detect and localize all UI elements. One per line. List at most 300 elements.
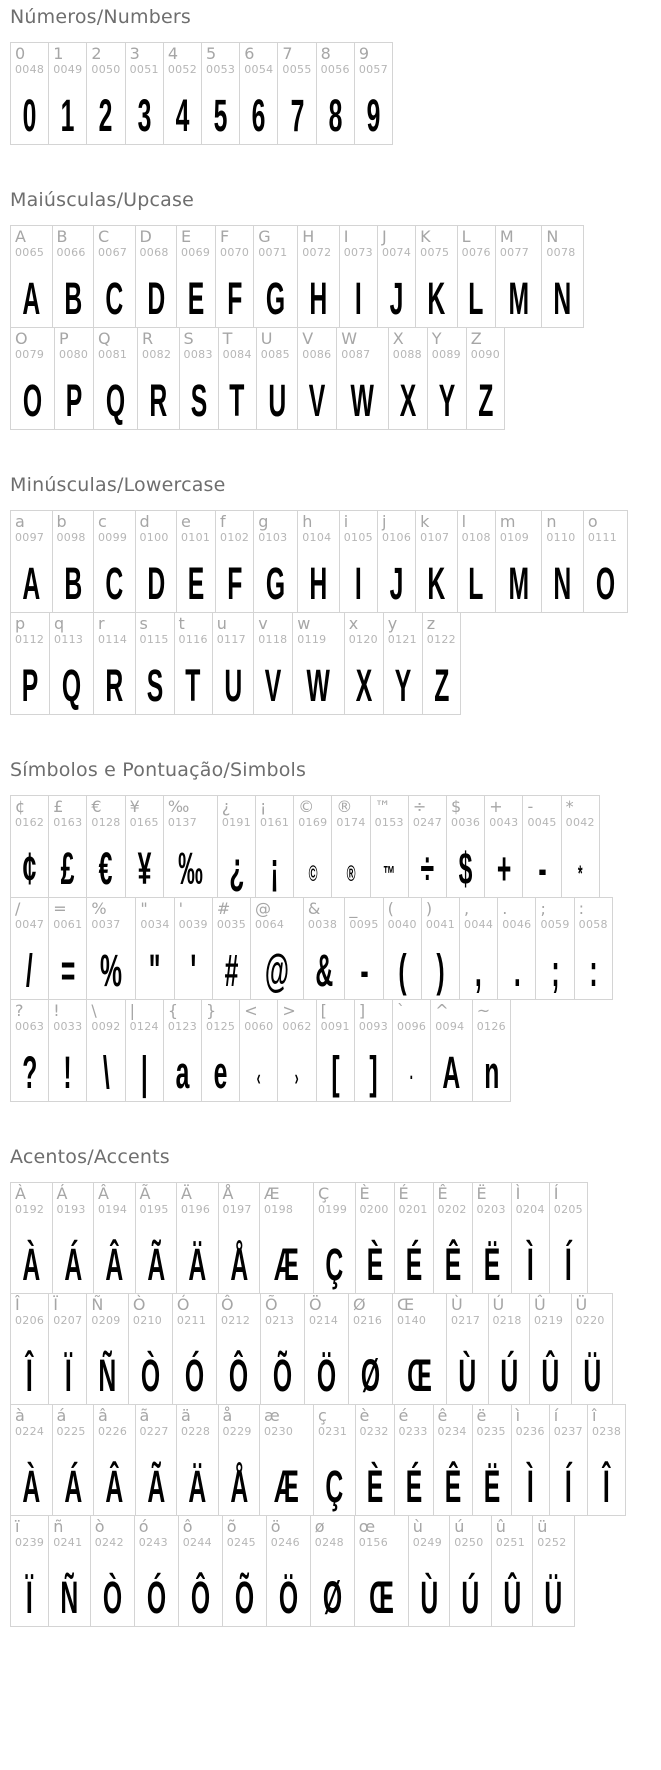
font-glyph: 8 xyxy=(328,90,343,142)
glyph-preview-box xyxy=(271,1550,306,1624)
glyph-preview-box xyxy=(438,1217,468,1291)
cell-label-char: ; xyxy=(540,899,546,918)
cell-unicode-value: 0225 xyxy=(56,1425,86,1439)
cell-label-char: P xyxy=(59,329,69,348)
glyph-cell-0119 xyxy=(292,612,344,715)
glyph-cell-0103 xyxy=(253,510,298,613)
glyph-preview-box xyxy=(588,545,623,610)
cell-unicode-value: 0061 xyxy=(53,918,83,932)
cell-label-char: å xyxy=(222,1406,233,1425)
glyph-preview-box xyxy=(15,1034,44,1099)
cell-unicode-value: 0101 xyxy=(181,531,211,545)
glyph-preview-box xyxy=(427,647,456,712)
section-title-accents: Acentos/Accents xyxy=(10,1146,170,1168)
font-glyph: Ó xyxy=(146,1572,166,1624)
font-glyph: 4 xyxy=(175,90,190,142)
font-glyph: 6 xyxy=(251,90,266,142)
cell-label-char: ® xyxy=(336,797,353,816)
cell-label-char: ` xyxy=(397,1001,406,1020)
font-glyph: F xyxy=(227,273,243,325)
glyph-cell-0047 xyxy=(10,897,49,1000)
font-glyph: D xyxy=(146,273,165,325)
cell-label-char: Z xyxy=(470,329,482,348)
cell-unicode-value: 0059 xyxy=(540,918,570,932)
font-glyph: 9 xyxy=(366,90,381,142)
glyph-cell-0070 xyxy=(215,225,254,328)
glyph-preview-box xyxy=(59,362,89,427)
glyph-preview-box xyxy=(98,647,131,712)
font-glyph: Ú xyxy=(461,1572,480,1624)
cell-unicode-value: 0065 xyxy=(15,246,45,260)
glyph-cell-0214 xyxy=(304,1293,349,1405)
cell-label-char: Ò xyxy=(132,1295,146,1314)
cell-label-char: é xyxy=(398,1406,409,1425)
cell-label-char: y xyxy=(387,614,398,633)
glyph-cell-0116 xyxy=(174,612,213,715)
glyph-preview-box xyxy=(57,1217,90,1291)
glyph-cell-0052 xyxy=(163,42,202,145)
cell-unicode-value: 0114 xyxy=(98,633,128,647)
cell-unicode-value: 0075 xyxy=(420,246,450,260)
cell-unicode-value: 0113 xyxy=(54,633,84,647)
cell-unicode-value: 0085 xyxy=(260,348,290,362)
glyph-cell-0194 xyxy=(93,1182,136,1294)
cell-label-char: K xyxy=(420,227,431,246)
cell-label-char: ¥ xyxy=(129,797,140,816)
glyph-preview-box xyxy=(349,932,378,997)
glyph-cell-0249 xyxy=(408,1515,451,1627)
cell-label-char: £ xyxy=(53,797,64,816)
font-glyph: = xyxy=(60,945,76,997)
font-glyph: - xyxy=(537,843,547,895)
font-glyph: R xyxy=(149,375,168,427)
font-glyph: e xyxy=(213,1047,228,1099)
section-upcase xyxy=(10,189,653,430)
font-glyph: Á xyxy=(63,1239,82,1291)
cell-label-char: t xyxy=(178,614,185,633)
font-glyph: Ù xyxy=(458,1350,477,1402)
font-glyph: ; xyxy=(550,945,560,997)
cell-unicode-value: 0207 xyxy=(53,1314,83,1328)
glyph-preview-box xyxy=(477,1217,507,1291)
glyph-preview-box xyxy=(140,1439,173,1513)
glyph-preview-box xyxy=(420,545,453,610)
glyph-cell-0124 xyxy=(125,999,164,1102)
glyph-preview-box xyxy=(179,932,208,997)
glyph-preview-box xyxy=(222,830,251,895)
glyph-preview-box xyxy=(554,1439,583,1513)
glyph-cell-0101 xyxy=(176,510,216,613)
font-glyph: F xyxy=(227,558,243,610)
cell-label-char: œ xyxy=(358,1517,376,1536)
glyph-cell-0092 xyxy=(86,999,125,1102)
cell-label-char: ä xyxy=(181,1406,191,1425)
cell-unicode-value: 0092 xyxy=(91,1020,121,1034)
glyph-cell-0048 xyxy=(10,42,49,145)
font-glyph: a xyxy=(175,1047,190,1099)
font-glyph: & xyxy=(315,945,334,997)
glyph-cell-0252 xyxy=(532,1515,575,1627)
cell-unicode-value: 0112 xyxy=(15,633,45,647)
font-glyph: Â xyxy=(105,1239,124,1291)
glyph-preview-box xyxy=(546,545,579,610)
glyph-preview-box xyxy=(432,362,462,427)
glyph-preview-box xyxy=(181,545,211,610)
font-glyph: £ xyxy=(60,843,75,895)
glyph-cell-0105 xyxy=(339,510,378,613)
glyph-cell-0216 xyxy=(348,1293,393,1405)
cell-unicode-value: 0251 xyxy=(495,1536,525,1550)
cell-label-char: â xyxy=(98,1406,108,1425)
cell-unicode-value: 0090 xyxy=(470,348,500,362)
cell-label-char: # xyxy=(216,899,231,918)
cell-label-char: h xyxy=(302,512,313,531)
cell-label-char: d xyxy=(139,512,150,531)
cell-unicode-value: 0100 xyxy=(139,531,169,545)
glyph-preview-box xyxy=(477,1034,506,1099)
cell-label-char: W xyxy=(341,329,358,348)
glyph-cell-0035 xyxy=(212,897,251,1000)
glyph-cell-0191 xyxy=(217,795,256,898)
font-glyph: D xyxy=(146,558,165,610)
glyph-cell-0245 xyxy=(222,1515,267,1627)
font-glyph: Ö xyxy=(316,1350,337,1402)
glyph-cell-0097 xyxy=(10,510,53,613)
font-glyph: Ò xyxy=(140,1350,161,1402)
glyph-cell-0099 xyxy=(93,510,136,613)
font-glyph: · xyxy=(409,1064,414,1090)
cell-label-char: { xyxy=(167,1001,178,1020)
cell-unicode-value: 0210 xyxy=(132,1314,163,1328)
section-title-lowercase: Minúsculas/Lowercase xyxy=(10,474,226,496)
cell-unicode-value: 0162 xyxy=(15,816,45,830)
cell-label-char: ã xyxy=(139,1406,150,1425)
cell-label-char: , xyxy=(464,899,470,918)
font-glyph: [ xyxy=(331,1047,340,1099)
glyph-cell-0237 xyxy=(549,1404,588,1516)
cell-label-char: C xyxy=(98,227,110,246)
glyph-preview-box xyxy=(244,77,273,142)
font-glyph: @ xyxy=(264,945,290,997)
cell-label-char: ñ xyxy=(53,1517,64,1536)
cell-unicode-value: 0231 xyxy=(318,1425,348,1439)
glyph-preview-box xyxy=(493,1328,526,1402)
glyph-cell-0076 xyxy=(457,225,496,328)
glyph-preview-box xyxy=(181,260,211,325)
glyph-cell-0098 xyxy=(52,510,95,613)
font-glyph: È xyxy=(366,1239,383,1291)
cell-unicode-value: 0196 xyxy=(181,1203,211,1217)
glyph-preview-box xyxy=(579,932,608,997)
font-glyph: Ô xyxy=(190,1572,210,1624)
cell-label-char: $ xyxy=(451,797,462,816)
cell-unicode-value: 0245 xyxy=(226,1536,256,1550)
glyph-row xyxy=(10,1404,653,1516)
cell-unicode-value: 0074 xyxy=(381,246,412,260)
glyph-cell-0114 xyxy=(93,612,136,715)
glyph-cell-0156 xyxy=(354,1515,409,1627)
font-glyph: Ã xyxy=(146,1239,165,1291)
cell-unicode-value: 0093 xyxy=(358,1020,389,1034)
cell-unicode-value: 0104 xyxy=(302,531,332,545)
font-glyph: X xyxy=(399,375,417,427)
glyph-preview-box xyxy=(258,647,288,712)
glyph-cell-0118 xyxy=(253,612,293,715)
cell-unicode-value: 0119 xyxy=(297,633,327,647)
glyph-cell-0137 xyxy=(163,795,218,898)
glyph-row xyxy=(10,795,653,898)
cell-unicode-value: 0213 xyxy=(264,1314,295,1328)
glyph-preview-box xyxy=(139,1550,174,1624)
cell-label-char: N xyxy=(546,227,559,246)
cell-unicode-value: 0165 xyxy=(129,816,159,830)
font-glyph: Û xyxy=(503,1572,521,1624)
cell-unicode-value: 0084 xyxy=(222,348,252,362)
font-glyph: È xyxy=(366,1461,383,1513)
glyph-preview-box xyxy=(321,1034,350,1099)
glyph-cell-0072 xyxy=(297,225,340,328)
cell-label-char: 8 xyxy=(320,44,331,63)
font-glyph: . xyxy=(513,945,521,997)
glyph-preview-box xyxy=(91,932,131,997)
glyph-cell-0080 xyxy=(54,327,94,430)
font-glyph: $ xyxy=(458,843,473,895)
font-glyph: C xyxy=(105,558,124,610)
glyph-cell-0115 xyxy=(135,612,175,715)
cell-label-char: í xyxy=(553,1406,559,1425)
cell-unicode-value: 0105 xyxy=(343,531,373,545)
font-glyph: Ü xyxy=(544,1572,563,1624)
glyph-cell-0078 xyxy=(541,225,584,328)
glyph-preview-box xyxy=(353,1328,388,1402)
font-glyph: Ä xyxy=(188,1461,207,1513)
font-glyph: S xyxy=(146,660,163,712)
font-glyph: V xyxy=(309,375,326,427)
font-glyph: I xyxy=(354,273,362,325)
glyph-cell-0197 xyxy=(218,1182,261,1294)
cell-label-char: ì xyxy=(515,1406,521,1425)
glyph-preview-box xyxy=(451,830,480,895)
glyph-preview-box xyxy=(454,1550,487,1624)
cell-unicode-value: 0120 xyxy=(348,633,378,647)
glyph-cell-0068 xyxy=(135,225,178,328)
cell-label-char: x xyxy=(348,614,359,633)
cell-label-char: | xyxy=(129,1001,135,1020)
glyph-preview-box xyxy=(181,1217,214,1291)
cell-label-char: e xyxy=(181,512,191,531)
font-glyph: N xyxy=(553,273,572,325)
cell-label-char: B xyxy=(56,227,68,246)
glyph-preview-box xyxy=(258,260,293,325)
glyph-cell-0039 xyxy=(174,897,213,1000)
glyph-preview-box xyxy=(168,1034,197,1099)
cell-label-char: n xyxy=(546,512,557,531)
cell-label-char: \ xyxy=(91,1001,97,1020)
cell-unicode-value: 0191 xyxy=(221,816,252,830)
glyph-cell-0238 xyxy=(587,1404,626,1516)
cell-unicode-value: 0049 xyxy=(53,63,83,77)
glyph-cell-0074 xyxy=(377,225,416,328)
glyph-cell-0204 xyxy=(511,1182,550,1294)
font-glyph: ¢ xyxy=(22,843,37,895)
glyph-cell-0086 xyxy=(297,327,337,430)
font-glyph: ! xyxy=(63,1047,72,1099)
cell-label-char: u xyxy=(216,614,227,633)
glyph-cell-0088 xyxy=(388,327,428,430)
glyph-cell-0122 xyxy=(422,612,461,715)
cell-label-char: ç xyxy=(318,1406,327,1425)
cell-label-char: J xyxy=(381,227,387,246)
font-glyph: Í xyxy=(564,1461,572,1513)
font-glyph: I xyxy=(354,558,362,610)
glyph-preview-box xyxy=(360,1217,390,1291)
cell-label-char: Ç xyxy=(318,1184,330,1203)
cell-label-char: } xyxy=(206,1001,217,1020)
glyph-cell-0111 xyxy=(583,510,628,613)
cell-unicode-value: 0062 xyxy=(282,1020,312,1034)
cell-unicode-value: 0069 xyxy=(181,246,211,260)
cell-label-char: ï xyxy=(15,1517,20,1536)
cell-label-char: Ê xyxy=(437,1184,448,1203)
font-glyph: U xyxy=(224,660,242,712)
glyph-preview-box xyxy=(255,932,299,997)
font-glyph: Ä xyxy=(188,1239,207,1291)
cell-label-char: õ xyxy=(226,1517,237,1536)
cell-unicode-value: 0099 xyxy=(98,531,128,545)
glyph-cell-0241 xyxy=(48,1515,91,1627)
font-glyph: ? xyxy=(22,1047,38,1099)
glyph-cell-0112 xyxy=(10,612,50,715)
font-glyph: K xyxy=(427,273,446,325)
glyph-cell-0107 xyxy=(415,510,458,613)
glyph-cell-0055 xyxy=(277,42,316,145)
cell-label-char: 9 xyxy=(358,44,370,63)
glyph-preview-box xyxy=(15,1217,48,1291)
glyph-preview-box xyxy=(98,545,131,610)
cell-label-char: © xyxy=(298,797,315,816)
font-glyph: L xyxy=(468,273,484,325)
glyph-preview-box xyxy=(223,1217,256,1291)
glyph-cell-0233 xyxy=(394,1404,434,1516)
glyph-cell-0163 xyxy=(48,795,87,898)
glyph-cell-0162 xyxy=(10,795,49,898)
glyph-cell-0244 xyxy=(178,1515,223,1627)
cell-unicode-value: 0096 xyxy=(397,1020,427,1034)
glyph-preview-box xyxy=(302,362,332,427)
glyph-preview-box xyxy=(206,1034,235,1099)
font-glyph: A xyxy=(22,558,41,610)
cell-unicode-value: 0198 xyxy=(264,1203,294,1217)
glyph-preview-box xyxy=(336,830,365,891)
font-glyph: © xyxy=(308,860,318,886)
cell-label-char: Ú xyxy=(492,1295,505,1314)
font-glyph: Û xyxy=(541,1350,560,1402)
cell-unicode-value: 0110 xyxy=(546,531,576,545)
cell-label-char: ù xyxy=(412,1517,423,1536)
glyph-cell-0247 xyxy=(408,795,447,898)
glyph-preview-box xyxy=(413,830,442,895)
cell-unicode-value: 0036 xyxy=(451,816,481,830)
font-glyph: N xyxy=(553,558,572,610)
glyph-preview-box xyxy=(15,1328,44,1402)
glyph-preview-box xyxy=(168,77,197,142)
glyph-row xyxy=(10,999,653,1102)
glyph-cell-0094 xyxy=(430,999,473,1102)
glyph-preview-box xyxy=(349,647,379,712)
glyph-cell-0106 xyxy=(377,510,416,613)
glyph-preview-box xyxy=(184,362,214,427)
cell-unicode-value: 0066 xyxy=(56,246,86,260)
glyph-cell-0040 xyxy=(383,897,422,1000)
glyph-preview-box xyxy=(221,1328,256,1402)
cell-label-char: Ë xyxy=(476,1184,487,1203)
glyph-cell-0226 xyxy=(93,1404,136,1516)
glyph-cell-0051 xyxy=(125,42,164,145)
glyph-cell-0083 xyxy=(179,327,219,430)
cell-unicode-value: 0048 xyxy=(15,63,45,77)
cell-label-char: Õ xyxy=(264,1295,278,1314)
font-glyph: T xyxy=(229,375,245,427)
font-glyph: Å xyxy=(229,1239,248,1291)
cell-label-char: j xyxy=(381,512,387,531)
cell-unicode-value: 0249 xyxy=(412,1536,442,1550)
cell-unicode-value: 0205 xyxy=(553,1203,583,1217)
font-glyph: É xyxy=(405,1461,422,1513)
cell-unicode-value: 0054 xyxy=(244,63,274,77)
cell-unicode-value: 0052 xyxy=(167,63,198,77)
glyph-preview-box xyxy=(133,1328,168,1402)
glyph-cell-0198 xyxy=(259,1182,314,1294)
cell-label-char: û xyxy=(495,1517,506,1536)
glyph-cell-0089 xyxy=(427,327,467,430)
cell-unicode-value: 0229 xyxy=(222,1425,252,1439)
glyph-cell-0079 xyxy=(10,327,55,430)
cell-label-char: ø xyxy=(314,1517,325,1536)
cell-label-char: T xyxy=(222,329,233,348)
cell-unicode-value: 0199 xyxy=(318,1203,348,1217)
glyph-cell-0199 xyxy=(313,1182,356,1294)
glyph-cell-0213 xyxy=(260,1293,305,1405)
font-glyph: Ù xyxy=(420,1572,438,1624)
font-glyph: * xyxy=(577,860,583,886)
glyph-preview-box xyxy=(15,932,44,997)
font-glyph: B xyxy=(63,558,82,610)
font-glyph: 7 xyxy=(290,90,304,142)
cell-label-char: € xyxy=(91,797,102,816)
cell-unicode-value: 0039 xyxy=(178,918,208,932)
glyph-cell-0060 xyxy=(239,999,278,1102)
glyph-preview-box xyxy=(91,830,120,895)
font-glyph: Z xyxy=(433,660,449,712)
cell-label-char: M xyxy=(499,227,514,246)
glyph-cell-0246 xyxy=(266,1515,311,1627)
glyph-cell-0056 xyxy=(316,42,355,145)
cell-unicode-value: 0118 xyxy=(258,633,288,647)
cell-unicode-value: 0214 xyxy=(308,1314,339,1328)
glyph-cell-0102 xyxy=(215,510,254,613)
glyph-cell-0058 xyxy=(574,897,613,1000)
font-glyph: Ë xyxy=(483,1461,500,1513)
font-glyph: ¥ xyxy=(137,843,152,895)
glyph-preview-box xyxy=(298,830,327,891)
font-glyph: Y xyxy=(394,660,412,712)
glyph-preview-box xyxy=(15,545,48,610)
glyph-cell-0225 xyxy=(52,1404,95,1516)
glyph-cell-0161 xyxy=(255,795,294,898)
glyph-preview-box xyxy=(98,1217,131,1291)
cell-label-char: i xyxy=(343,512,349,531)
glyph-cell-0075 xyxy=(415,225,458,328)
